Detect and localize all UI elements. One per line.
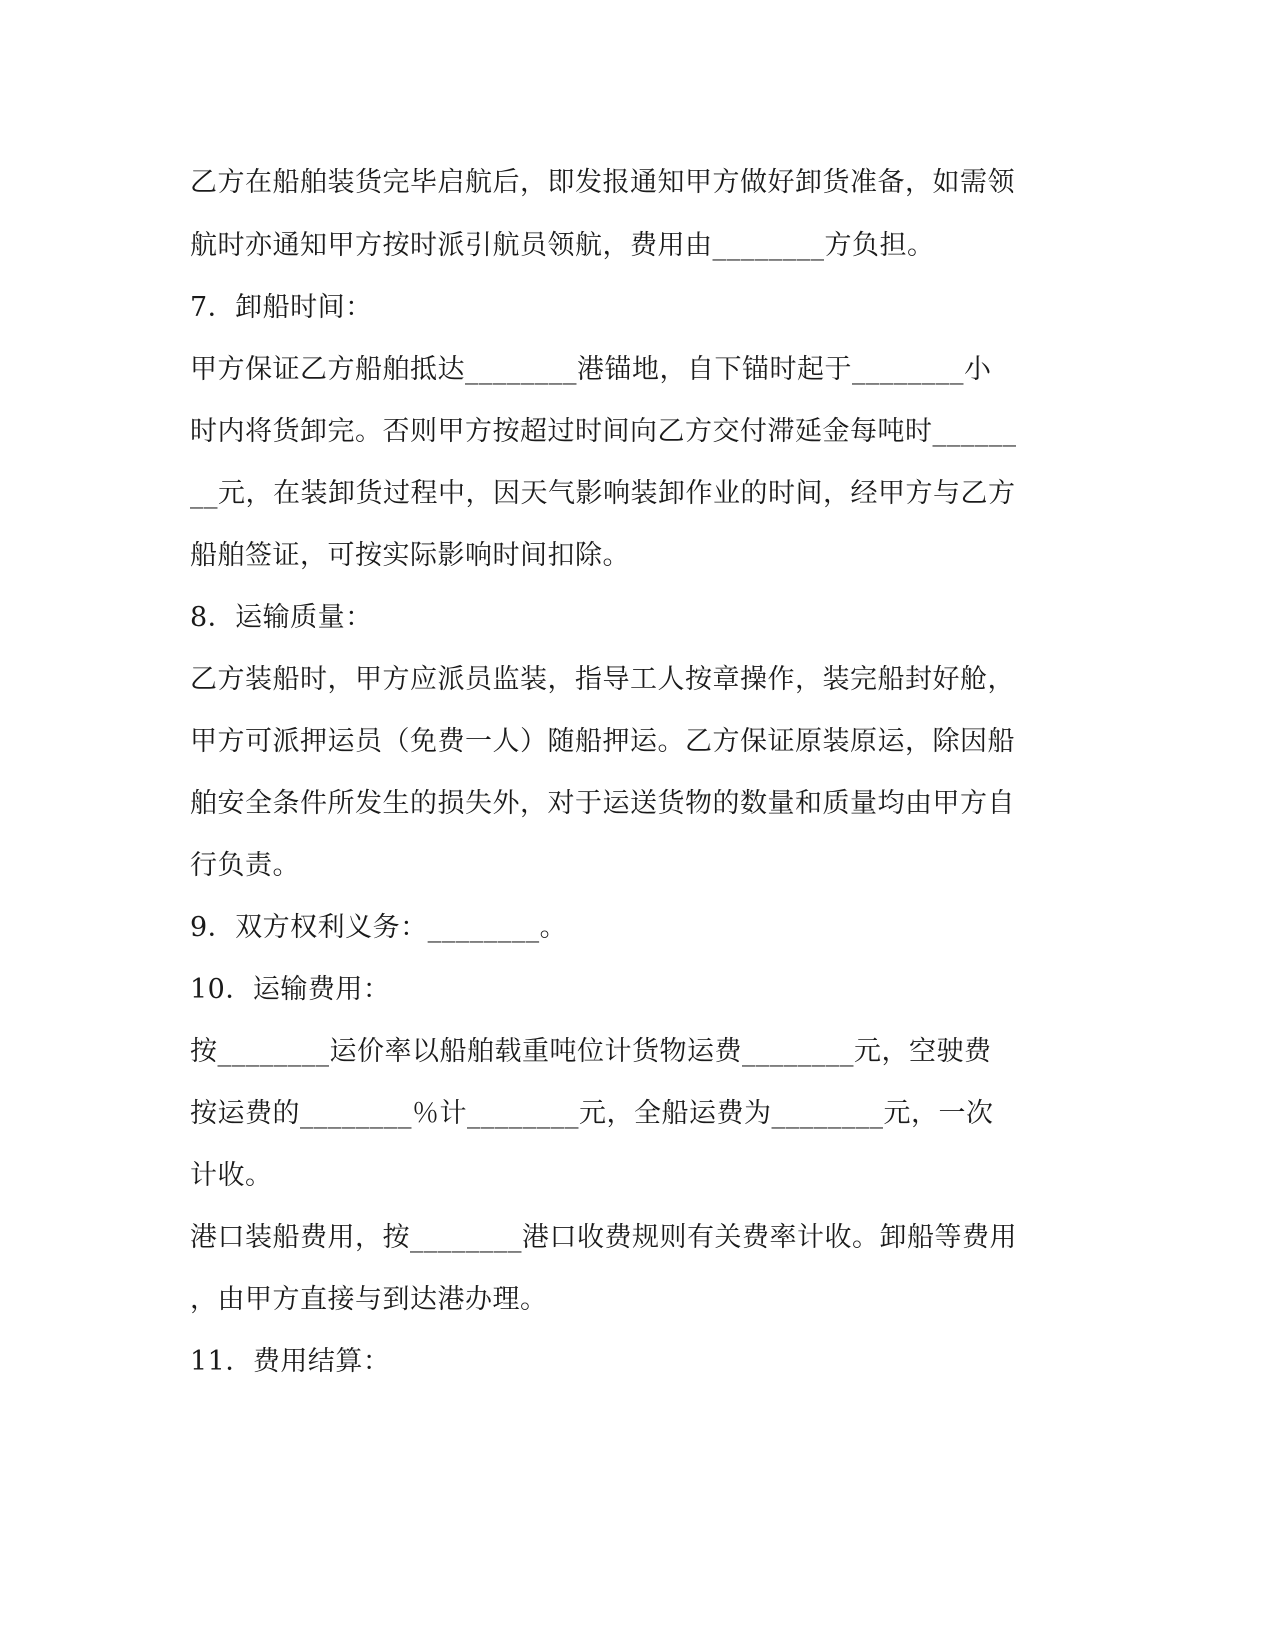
paragraph-line: 舶安全条件所发生的损失外，对于运送货物的数量和质量均由甲方自 xyxy=(190,788,1015,819)
paragraph-line: __元，在装卸货过程中，因天气影响装卸作业的时间，经甲方与乙方 xyxy=(190,478,1016,509)
section-heading: 9．双方权利义务：________。 xyxy=(190,912,568,943)
paragraph-line: 甲方可派押运员（免费一人）随船押运。乙方保证原装原运，除因船 xyxy=(190,726,1015,757)
paragraph-line: 按________运价率以船舶载重吨位计货物运费________元，空驶费 xyxy=(190,1036,992,1067)
section-heading: 10．运输费用： xyxy=(190,974,391,1005)
paragraph-line: 航时亦通知甲方按时派引航员领航，费用由________方负担。 xyxy=(190,230,935,261)
paragraph-line: 按运费的________％计________元，全船运费为________元，一次 xyxy=(190,1098,994,1129)
section-heading: 8．运输质量： xyxy=(190,602,373,633)
paragraph-line: 乙方装船时，甲方应派员监装，指导工人按章操作，装完船封好舱， xyxy=(190,664,1015,695)
paragraph-line: 计收。 xyxy=(190,1160,273,1191)
section-heading: 11．费用结算： xyxy=(190,1346,391,1377)
paragraph-line: 船舶签证，可按实际影响时间扣除。 xyxy=(190,540,630,571)
paragraph-line: 乙方在船舶装货完毕启航后，即发报通知甲方做好卸货准备，如需领 xyxy=(190,167,1015,198)
paragraph-line: 时内将货卸完。否则甲方按超过时间向乙方交付滞延金每吨时______ xyxy=(190,416,1017,447)
paragraph-line: 行负责。 xyxy=(190,850,300,881)
section-heading: 7．卸船时间： xyxy=(190,292,373,323)
paragraph-line: ，由甲方直接与到达港办理。 xyxy=(190,1284,548,1315)
paragraph-line: 甲方保证乙方船舶抵达________港锚地，自下锚时起于________小 xyxy=(190,354,992,385)
paragraph-line: 港口装船费用，按________港口收费规则有关费率计收。卸船等费用 xyxy=(190,1222,1017,1253)
